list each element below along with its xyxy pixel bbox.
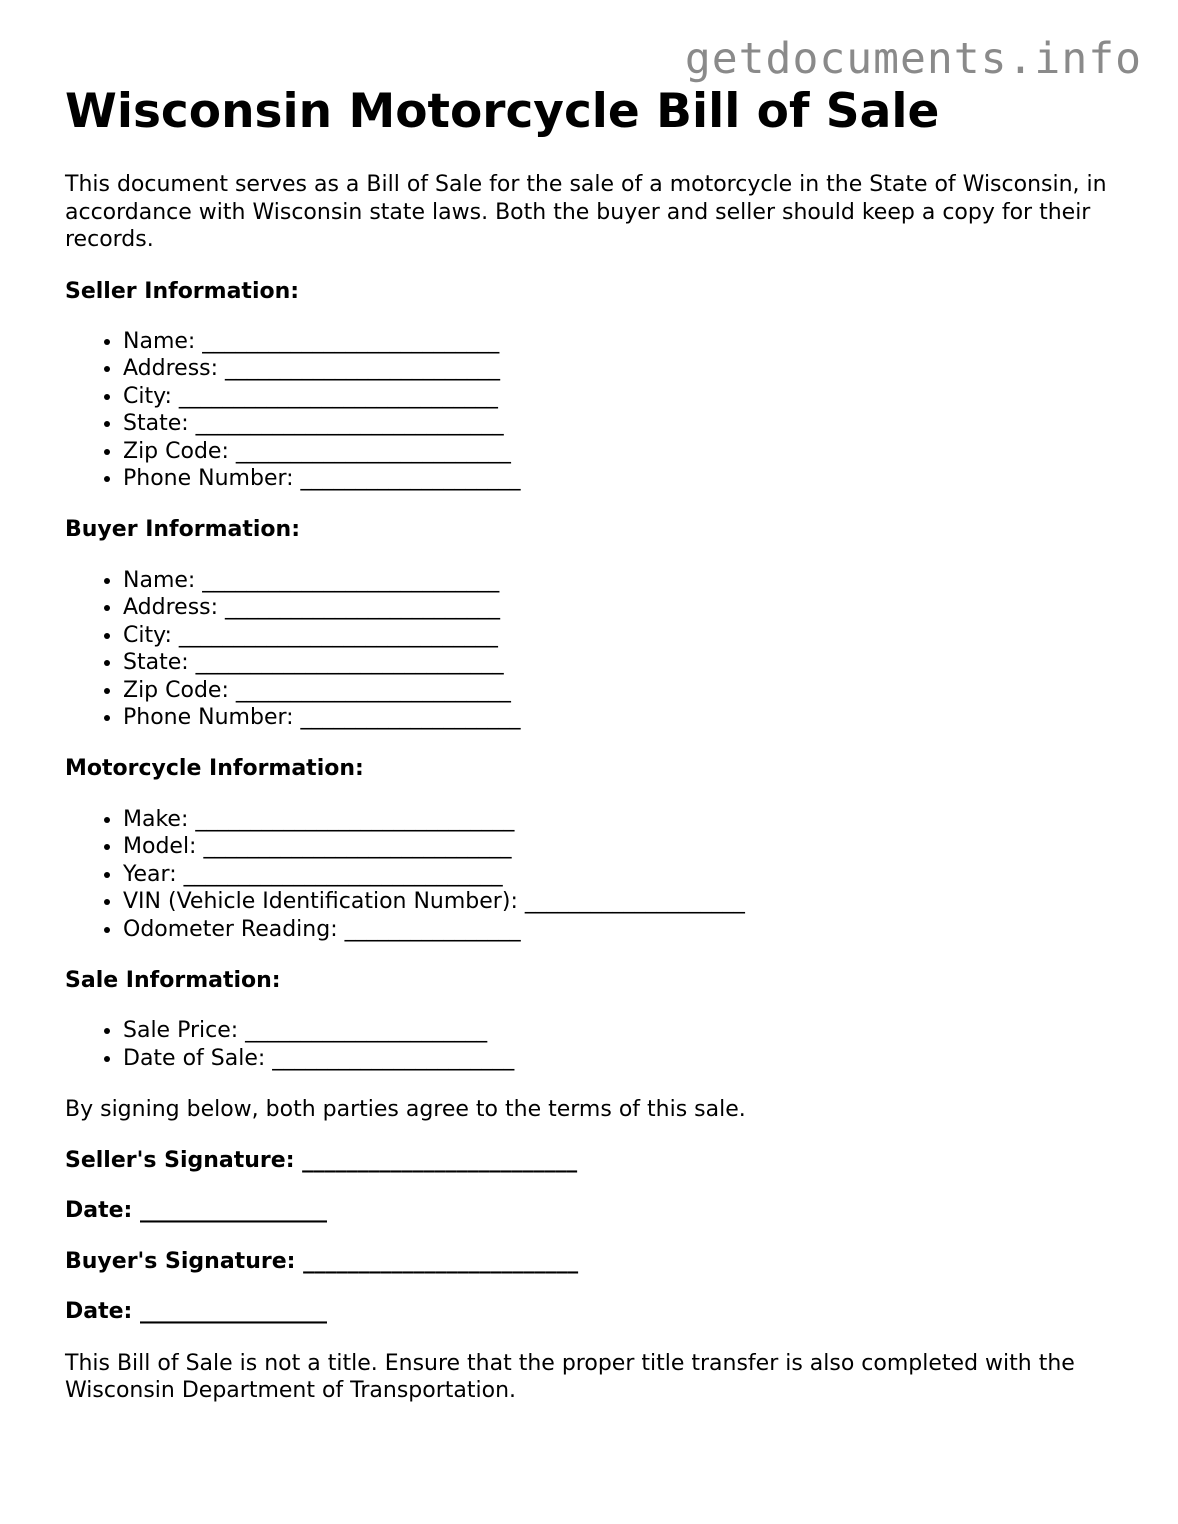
- buyer-section-heading: Buyer Information:: [65, 517, 300, 543]
- buyer-zip-field[interactable]: • Zip Code: _________________________: [123, 677, 1125, 704]
- sale-field-list: [65, 1017, 1125, 1072]
- motorcycle-model-field[interactable]: • Model: ____________________________: [123, 833, 1125, 860]
- motorcycle-odometer-field[interactable]: • Odometer Reading: ________________: [123, 916, 1125, 943]
- seller-date-line[interactable]: Date: _________________: [65, 1198, 328, 1224]
- seller-field-list: [65, 328, 1125, 492]
- document-title: Wisconsin Motorcycle Bill of Sale: [65, 84, 940, 139]
- buyer-state-field[interactable]: • State: ____________________________: [123, 649, 1125, 676]
- buyer-field-list: [65, 567, 1125, 731]
- buyer-city-field[interactable]: • City: _____________________________: [123, 622, 1125, 649]
- sale-date-field[interactable]: • Date of Sale: ______________________: [123, 1045, 1125, 1072]
- seller-address-field[interactable]: • Address: _________________________: [123, 355, 1125, 382]
- motorcycle-field-list: [65, 806, 1125, 943]
- seller-zip-field[interactable]: • Zip Code: _________________________: [123, 438, 1125, 465]
- sale-section-heading: Sale Information:: [65, 967, 281, 993]
- motorcycle-make-field[interactable]: • Make: _____________________________: [123, 806, 1125, 833]
- buyer-address-field[interactable]: • Address: _________________________: [123, 594, 1125, 621]
- buyer-phone-field[interactable]: • Phone Number: ____________________: [123, 704, 1125, 731]
- seller-section-heading: Seller Information:: [65, 278, 300, 304]
- buyer-name-field[interactable]: • Name: ___________________________: [123, 567, 1125, 594]
- seller-state-field[interactable]: • State: ____________________________: [123, 410, 1125, 437]
- seller-signature-line[interactable]: Seller's Signature: _________________________: [65, 1147, 578, 1173]
- seller-name-field[interactable]: • Name: ___________________________: [123, 328, 1125, 355]
- document-body: [65, 84, 1125, 1405]
- motorcycle-vin-field[interactable]: • VIN (Vehicle Identification Number): ____________________: [123, 888, 1125, 915]
- seller-city-field[interactable]: • City: _____________________________: [123, 383, 1125, 410]
- intro-paragraph: This document serves as a Bill of Sale for the sale of a motorcycle in the State of Wisconsin, in accordance with Wisconsin state laws. Both the buyer and seller should keep a copy for their records.: [65, 172, 1107, 252]
- buyer-date-line[interactable]: Date: _________________: [65, 1299, 328, 1325]
- motorcycle-section-heading: Motorcycle Information:: [65, 756, 364, 782]
- footer-note: This Bill of Sale is not a title. Ensure that the proper title transfer is also completed with the Wisconsin Department of Transportation.: [65, 1350, 1075, 1404]
- motorcycle-year-field[interactable]: • Year: _____________________________: [123, 861, 1125, 888]
- sale-price-field[interactable]: • Sale Price: ______________________: [123, 1017, 1125, 1044]
- watermark: getdocuments.info: [684, 34, 1142, 84]
- buyer-signature-line[interactable]: Buyer's Signature: _________________________: [65, 1248, 579, 1274]
- agreement-statement: By signing below, both parties agree to the terms of this sale.: [65, 1097, 746, 1123]
- seller-phone-field[interactable]: • Phone Number: ____________________: [123, 465, 1125, 492]
